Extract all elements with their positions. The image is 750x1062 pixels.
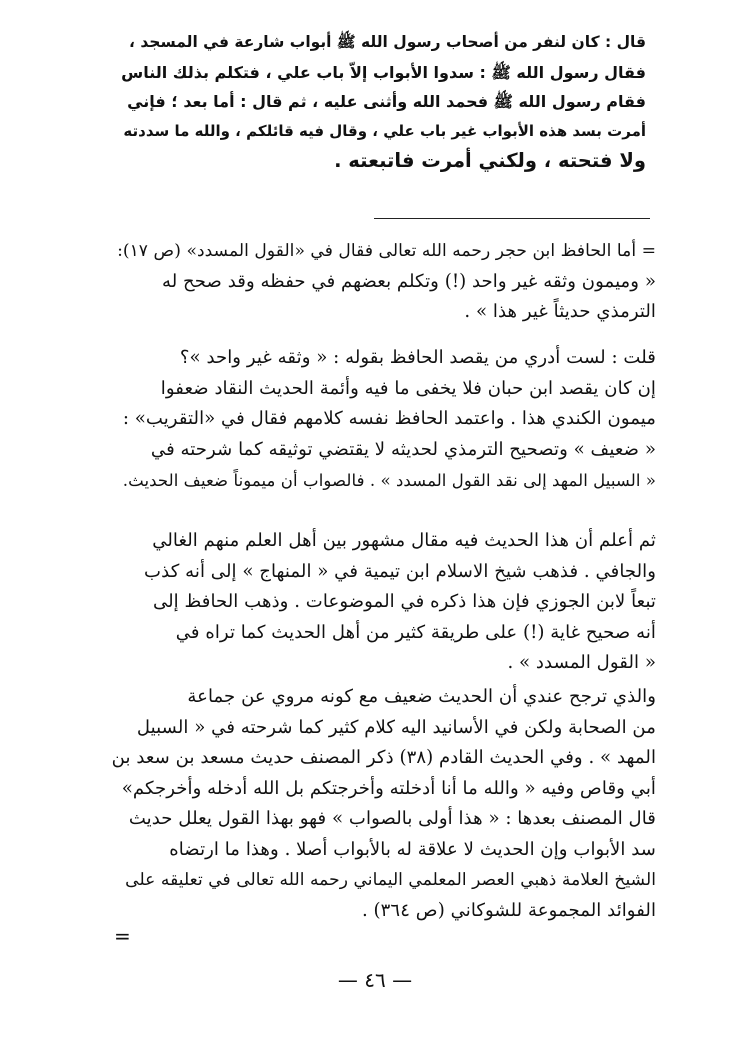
main-text — [118, 28, 646, 176]
footnote-paragraph-1 — [112, 236, 656, 328]
footnote-line: الفوائد المجموعة للشوكاني (ص ٣٦٤) . — [361, 899, 656, 921]
footnote-line: المهد » . وفي الحديث القادم (٣٨) ذكر المصنف حديث مسعد بن سعد بن — [112, 747, 656, 768]
footnote-line: ثم أعلم أن هذا الحديث فيه مقال مشهور بين أهل العلم منهم الغالي — [152, 530, 656, 551]
main-text-line: أمرت بسد هذه الأبواب غير باب علي ، وقال فيه قائلكم ، والله ما سددته — [123, 121, 646, 140]
footnote-line: « القول المسدد » . — [507, 652, 656, 673]
footnote-line: « ضعيف » وتصحيح الترمذي لحديثه لا يقتضي توثيقه كما شرحته في — [150, 438, 656, 460]
footnote-line: « وميمون وثقه غير واحد (!) وتكلم بعضهم في حفظه وقد صحح له — [161, 270, 656, 292]
footnote-line: تبعاً لابن الجوزي فإن هذا ذكره في الموضوعات . وذهب الحافظ إلى — [152, 591, 656, 612]
footnote-line: « السبيل المهد إلى نقد القول المسدد » . فالصواب أن ميموناً ضعيف الحديث. — [122, 470, 656, 490]
main-text-line: ولا فتحته ، ولكني أمرت فاتبعته . — [334, 149, 646, 173]
footnote-paragraph-4 — [112, 682, 656, 926]
footnote-line: والذي ترجح عندي أن الحديث ضعيف مع كونه مروي عن جماعة — [187, 686, 656, 707]
footnote-continuation-mark: = — [114, 924, 131, 948]
footnote-line: أنه صحيح غاية (!) على طريقة كثير من أهل الحديث كما تراه في — [175, 621, 656, 643]
footnote-line: سد الأبواب وإن الحديث لا علاقة له بالأبواب أصلا . وهذا ما ارتضاه — [169, 838, 656, 860]
footnote-paragraph-2 — [112, 343, 656, 496]
footnote-line: إن كان يقصد ابن حبان فلا يخفى ما فيه وأئمة الحديث النقاد ضعفوا — [160, 377, 656, 399]
footnote-line: والجافي . فذهب شيخ الاسلام ابن تيمية في « المنهاج » إلى أنه كذب — [144, 560, 656, 582]
footnote-line: ميمون الكندي هذا . واعتمد الحافظ نفسه كلامهم فقال في «التقريب» : — [122, 408, 656, 429]
footnote-line: = أما الحافظ ابن حجر رحمه الله تعالى فقال في «القول المسدد» (ص ١٧): — [117, 241, 656, 261]
page-number: — ٤٦ — — [337, 968, 413, 992]
main-text-line: قال : كان لنفر من أصحاب رسول الله ﷺ أبواب شارعة في المسجد ، — [129, 33, 646, 51]
main-text-line: فقال رسول الله ﷺ : سدوا الأبواب إلاّ باب علي ، فتكلم بذلك الناس — [121, 62, 646, 82]
footnote-line: الشيخ العلامة ذهبي العصر المعلمي اليماني رحمه الله تعالى في تعليقه على — [125, 870, 656, 890]
footnote-separator — [374, 218, 650, 219]
footnote-line: من الصحابة ولكن في الأسانيد اليه كلام كثير كما شرحته في « السبيل — [136, 716, 656, 738]
footnote-line: الترمذي حديثاً غير هذا » . — [464, 301, 656, 322]
footnote-line: قلت : لست أدري من يقصد الحافظ بقوله : « وثقه غير واحد »؟ — [179, 347, 656, 368]
main-text-line: فقام رسول الله ﷺ فحمد الله وأثنى عليه ، ثم قال : أما بعد ؛ فإني — [127, 92, 646, 112]
footnote-line: قال المصنف بعدها : « هذا أولى بالصواب » فهو بهذا القول يعلل حديث — [128, 808, 656, 829]
footnote-line: أبي وقاص وفيه « والله ما أنا أدخلته وأخرجتكم بل الله أدخله وأخرجكم» — [121, 777, 656, 799]
footnote-paragraph-3 — [112, 526, 656, 679]
